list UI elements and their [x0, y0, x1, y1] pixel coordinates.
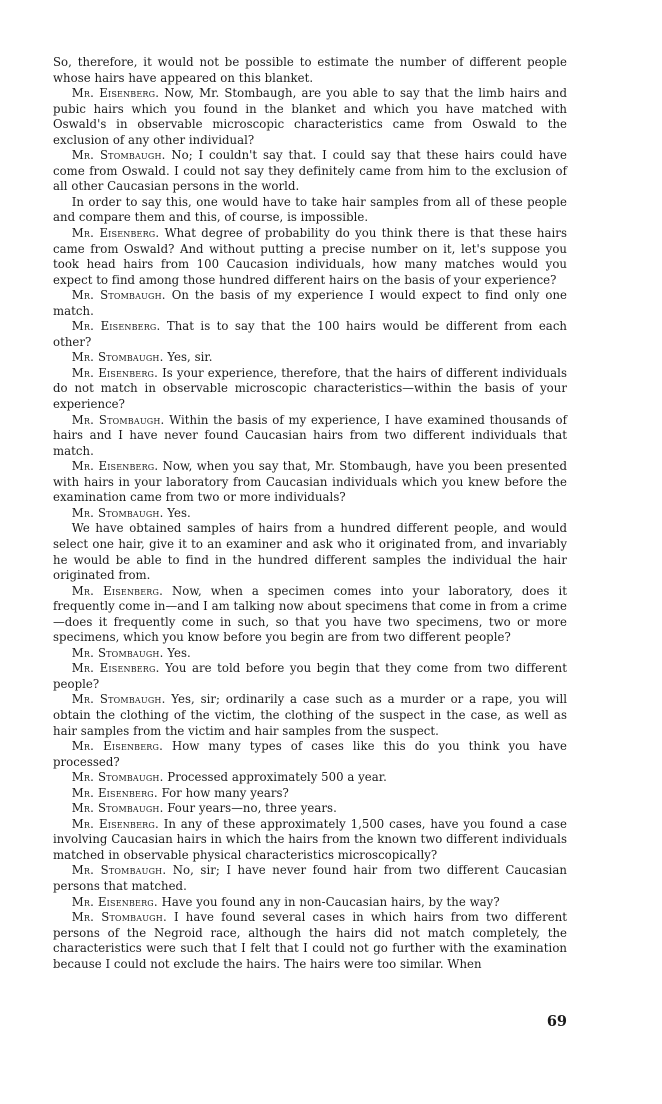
speaker-name: Mr. Stombaugh.	[71, 692, 166, 707]
speaker-name: Mr. Stombaugh.	[71, 770, 164, 785]
testimony-paragraph	[53, 86, 567, 148]
paragraph-text: We have obtained samples of hairs from a hundred different people, and would select one hair, give it to an examiner and ask who it originated from, and invariably he would be able to find in the hundred different samples the individual the hair originated from.	[53, 521, 567, 583]
testimony-paragraph	[53, 801, 567, 817]
speaker-name: Mr. Eisenberg.	[71, 583, 164, 598]
paragraph-text: I have found several cases in which hairs from two different persons of the Negroid race, although the hairs did not match completely, the characteristics were such that I felt that I could not go further with the examination because I could not exclude the hairs. The hairs were too similar. When	[53, 910, 568, 971]
testimony-paragraph	[53, 350, 567, 366]
paragraph-text: Is your experience, therefore, that the hairs of different individuals do not match in observable microscopic characteristics—within the basis of your experience?	[53, 365, 567, 412]
speaker-name: Mr. Stombaugh.	[71, 148, 166, 163]
paragraph-text: Four years—no, three years.	[167, 801, 337, 816]
speaker-name: Mr. Eisenberg.	[71, 739, 164, 754]
testimony-paragraph	[53, 786, 567, 802]
paragraph-text: In order to say this, one would have to take hair samples from all of these people and compare them and this, of course, is impossible.	[53, 194, 567, 225]
paragraph-text: What degree of probability do you think there is that these hairs came from Oswald? And without putting a precise number on it, let's suppose you took head hairs from 100 Caucasion individuals, how many matches would you expect to find among those hundred different hairs on the basis of your experience?	[53, 226, 567, 287]
testimony-paragraph	[53, 195, 567, 226]
paragraph-text: You are told before you begin that they come from two different people?	[53, 661, 567, 691]
speaker-name: Mr. Stombaugh.	[71, 505, 164, 520]
testimony-text	[53, 55, 567, 972]
testimony-paragraph	[53, 148, 567, 195]
paragraph-text: In any of these approximately 1,500 cases, have you found a case involving Caucasian hairs in which the hairs from the known two different individuals matched in observable physical characteristics microscopically?	[53, 816, 567, 862]
testimony-paragraph	[53, 584, 567, 646]
paragraph-text: Now, Mr. Stombaugh, are you able to say that the limb hairs and pubic hairs which you found in the blanket and which you have matched with Oswald's in observable microscopic characteristics came from Oswald to the exclusion of any other individual?	[53, 86, 567, 147]
speaker-name: Mr. Eisenberg.	[71, 86, 160, 101]
speaker-name: Mr. Eisenberg.	[71, 365, 159, 380]
testimony-paragraph	[53, 863, 567, 894]
speaker-name: Mr. Eisenberg.	[71, 894, 158, 909]
paragraph-text: So, therefore, it would not be possible to estimate the number of different people whose hairs have appeared on this blanket.	[53, 55, 567, 85]
speaker-name: Mr. Eisenberg.	[71, 816, 159, 831]
speaker-name: Mr. Stombaugh.	[71, 288, 166, 303]
testimony-paragraph	[53, 226, 567, 288]
paragraph-text: How many types of cases like this do you think you have processed?	[53, 739, 567, 769]
speaker-name: Mr. Stombaugh.	[71, 801, 164, 816]
testimony-paragraph	[53, 770, 567, 786]
testimony-paragraph	[53, 692, 567, 739]
speaker-name: Mr. Stombaugh.	[71, 863, 167, 878]
testimony-paragraph	[53, 817, 567, 864]
speaker-name: Mr. Stombaugh.	[71, 645, 164, 660]
paragraph-text: That is to say that the 100 hairs would be different from each other?	[53, 319, 567, 349]
speaker-name: Mr. Eisenberg.	[71, 459, 159, 474]
speaker-name: Mr. Stombaugh.	[71, 412, 165, 427]
testimony-paragraph	[53, 646, 567, 662]
testimony-paragraph	[53, 910, 567, 972]
paragraph-text: Yes.	[167, 505, 191, 520]
speaker-name: Mr. Eisenberg.	[71, 785, 158, 800]
testimony-paragraph	[53, 739, 567, 770]
speaker-name: Mr. Stombaugh.	[71, 350, 164, 365]
testimony-paragraph	[53, 288, 567, 319]
speaker-name: Mr. Eisenberg.	[71, 319, 161, 334]
testimony-paragraph	[53, 319, 567, 350]
paragraph-text: Yes.	[167, 645, 191, 660]
paragraph-text: On the basis of my experience I would expect to find only one match.	[53, 288, 568, 318]
paragraph-text: Now, when you say that, Mr. Stombaugh, have you been presented with hairs in your laboratory from Caucasian individuals which you knew before the examination came from two or more individuals?	[53, 459, 568, 505]
speaker-name: Mr. Eisenberg.	[71, 661, 160, 676]
testimony-paragraph	[53, 55, 567, 86]
testimony-paragraph	[53, 459, 567, 506]
paragraph-text: Processed approximately 500 a year.	[167, 770, 387, 785]
testimony-paragraph	[53, 366, 567, 413]
testimony-paragraph	[53, 506, 567, 522]
testimony-paragraph	[53, 661, 567, 692]
testimony-paragraph	[53, 521, 567, 583]
paragraph-text: No; I couldn't say that. I could say that these hairs could have come from Oswald. I could not say they definitely came from him to the exclusion of all other Caucasian persons in the world.	[53, 148, 568, 194]
paragraph-text: Within the basis of my experience, I have examined thousands of hairs and I have never found Caucasian hairs from two different individuals that match.	[53, 412, 568, 458]
paragraph-text: No, sir; I have never found hair from two different Caucasian persons that matched.	[53, 863, 568, 893]
speaker-name: Mr. Stombaugh.	[71, 910, 167, 925]
testimony-paragraph	[53, 413, 567, 460]
speaker-name: Mr. Eisenberg.	[71, 226, 160, 241]
paragraph-text: Yes, sir.	[167, 350, 213, 365]
paragraph-text: Now, when a specimen comes into your laboratory, does it frequently come in—and I am talking now about specimens that come in from a crime—does it frequently come in such, so that you have two specimens, two or more specimens, which you know before you begin are from two different people?	[53, 583, 567, 645]
page-number: 69	[546, 1013, 567, 1030]
paragraph-text: For how many years?	[161, 785, 289, 800]
testimony-paragraph	[53, 895, 567, 911]
paragraph-text: Have you found any in non-Caucasian hairs, by the way?	[161, 894, 500, 909]
paragraph-text: Yes, sir; ordinarily a case such as a murder or a rape, you will obtain the clothing of the victim, the clothing of the suspect in the case, as well as hair samples from the victim and hair samples from the suspect.	[53, 692, 568, 738]
